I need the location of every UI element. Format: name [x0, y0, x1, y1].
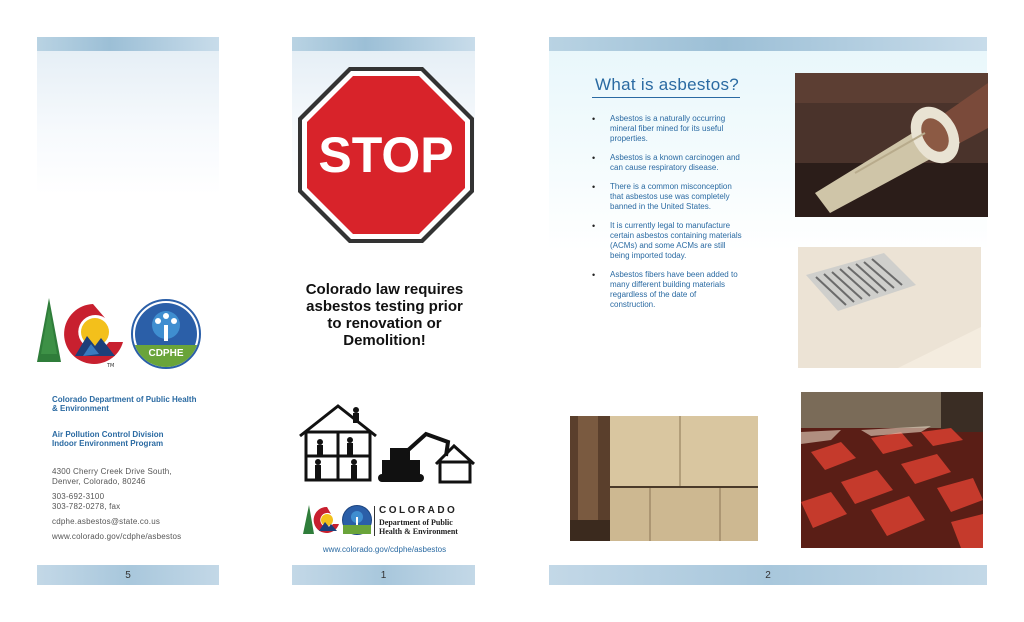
division-name: Air Pollution Control Division: [52, 430, 164, 439]
law-line3: to renovation or: [327, 315, 442, 332]
fact-item: • There is a common misconception that asbestos use was completely banned in the United States.: [592, 182, 742, 212]
page-number-1: 1: [292, 565, 475, 585]
fact-item: • It is currently legal to manufacture certain asbestos containing materials (ACMs) and some ACMs are still being imported today.: [592, 221, 742, 261]
floor-tiles-image: [801, 392, 983, 548]
website-link[interactable]: www.colorado.gov/cdphe/asbestos: [52, 532, 182, 541]
pipe-insulation-photo: [795, 73, 988, 217]
page-number-5: 5: [37, 565, 219, 585]
colorado-logo: [35, 296, 129, 370]
fact-item: • Asbestos fibers have been added to many different building materials regardless of the date of construction.: [592, 270, 742, 310]
cdphe-small-badge: [342, 505, 372, 535]
logo-dept-line1: Department of Public: [379, 518, 453, 527]
pipe-insulation-image: [795, 73, 988, 217]
phone-number: 303-692-3100: [52, 492, 105, 501]
ceiling-vent-image: [798, 247, 981, 368]
trademark-mark: TM: [107, 363, 115, 369]
fact-item: • Asbestos is a naturally occurring mineral fiber mined for its useful properties.: [592, 114, 742, 144]
org-name-line1: Colorado Department of Public Health: [52, 395, 197, 404]
email-link[interactable]: cdphe.asbestos@state.co.us: [52, 517, 161, 526]
small-tree-icon: [343, 506, 371, 534]
stop-sign-icon: [297, 66, 475, 244]
ceiling-vent-photo: [798, 247, 981, 368]
cdphe-badge: [131, 299, 201, 369]
org-name: [52, 395, 202, 413]
page-number-2: 2: [549, 565, 987, 585]
siding-shingles-photo: [570, 416, 758, 541]
cdphe-badge-label: CDPHE: [148, 348, 184, 359]
law-notice: [292, 281, 477, 349]
logo-divider: [374, 506, 375, 536]
colorado-small-logo: [303, 504, 339, 536]
law-line1: Colorado law requires: [305, 281, 464, 298]
panel5-background: [37, 51, 219, 291]
phone-block: [52, 492, 120, 512]
program-name: Indoor Environment Program: [52, 439, 164, 448]
panel1-top-bar: [292, 37, 475, 51]
panel5-top-bar: [37, 37, 219, 51]
floor-tiles-photo: [801, 392, 983, 548]
law-line2: asbestos testing prior: [306, 298, 463, 315]
law-line4: Demolition!: [343, 332, 426, 349]
org-name-line2: & Environment: [52, 404, 109, 413]
title-underline: [592, 97, 740, 98]
fax-number: 303-782-0278, fax: [52, 502, 121, 511]
division-block: [52, 430, 202, 448]
address-line2: Denver, Colorado, 80246: [52, 477, 146, 486]
logo-colorado-word: COLORADO: [379, 505, 458, 516]
address-block: [52, 467, 172, 487]
address-line1: 4300 Cherry Creek Drive South,: [52, 467, 172, 476]
stop-sign-text: STOP: [318, 127, 454, 183]
logo-dept-line2: Health & Environment: [379, 527, 458, 536]
siding-shingles-image: [570, 416, 758, 541]
asbestos-facts-list: [592, 114, 742, 319]
panel1-website-link[interactable]: www.colorado.gov/cdphe/asbestos: [322, 545, 447, 554]
section-title: What is asbestos?: [595, 75, 739, 94]
panel2-top-bar: [549, 37, 987, 51]
demolition-illustration: [298, 402, 476, 484]
fact-item: • Asbestos is a known carcinogen and can cause respiratory disease.: [592, 153, 742, 173]
